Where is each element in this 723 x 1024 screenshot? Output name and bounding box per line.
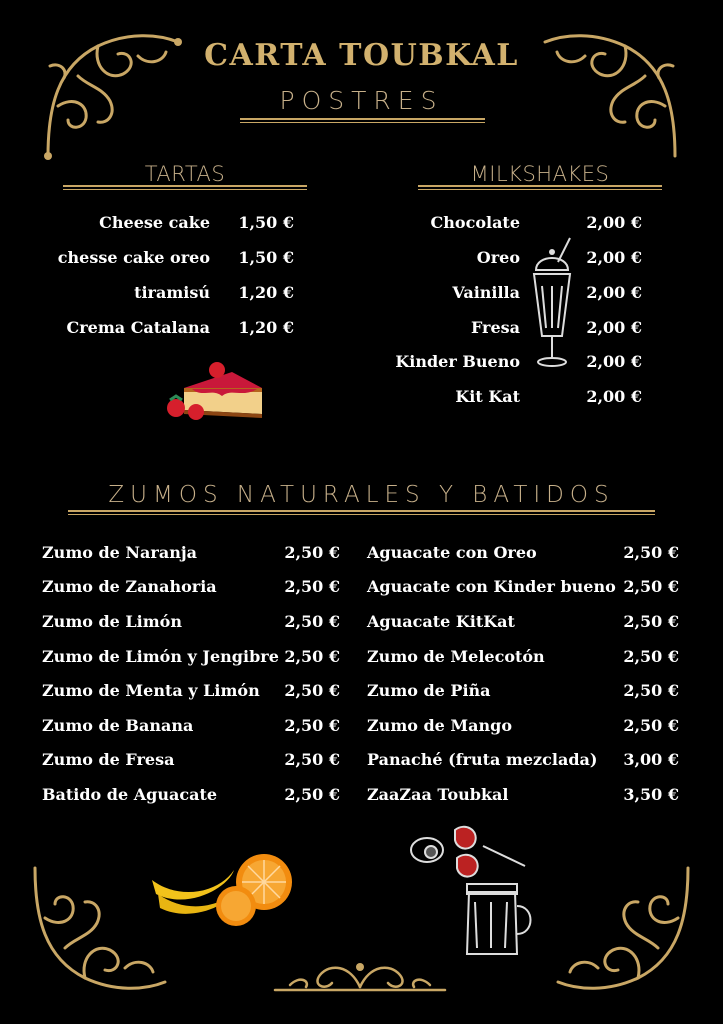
item-name: Kit Kat [455, 387, 520, 406]
item-name: Chocolate [430, 213, 520, 232]
menu-item [367, 543, 679, 562]
item-price: 2,50 € [623, 612, 679, 631]
menu-item [42, 716, 340, 735]
menu-item [367, 716, 679, 735]
menu-item [40, 283, 294, 302]
item-price: 2,00 € [586, 213, 642, 232]
item-price: 2,00 € [586, 318, 642, 337]
menu-item [42, 750, 340, 769]
item-name: Zumo de Naranja [42, 543, 197, 562]
item-price: 2,50 € [284, 785, 340, 804]
smoothie-jar-illustration [405, 822, 545, 957]
item-name: Zumo de Limón y Jengibre [42, 647, 279, 666]
item-price: 2,50 € [284, 750, 340, 769]
item-name: Aguacate con Kinder bueno [367, 577, 616, 596]
item-price: 1,20 € [238, 283, 294, 302]
item-name: Zumo de Fresa [42, 750, 175, 769]
item-price: 2,50 € [623, 577, 679, 596]
item-price: 2,50 € [623, 647, 679, 666]
menu-item [40, 248, 294, 267]
section-subtitle-postres: POSTRES [279, 86, 444, 115]
menu-item [390, 213, 642, 232]
item-name: Panaché (fruta mezclada) [367, 750, 598, 769]
item-price: 2,00 € [586, 248, 642, 267]
milkshakes-divider [418, 185, 662, 190]
menu-item [390, 352, 642, 371]
corner-ornament-bottom-right [548, 848, 698, 998]
zumos-heading: ZUMOS NATURALES Y BATIDOS [108, 482, 615, 508]
item-name: tiramisú [134, 283, 210, 302]
item-name: Kinder Bueno [395, 352, 520, 371]
menu-item [42, 647, 340, 666]
item-price: 2,50 € [284, 577, 340, 596]
item-name: Batido de Aguacate [42, 785, 218, 804]
menu-item [42, 577, 340, 596]
item-price: 3,50 € [623, 785, 679, 804]
item-name: Zumo de Zanahoria [42, 577, 217, 596]
zumos-divider [68, 510, 655, 515]
item-price: 3,00 € [623, 750, 679, 769]
item-price: 2,00 € [586, 283, 642, 302]
item-price: 2,50 € [284, 647, 340, 666]
item-name: Cheese cake [99, 213, 210, 232]
menu-item [367, 681, 679, 700]
item-name: Zumo de Melecotón [367, 647, 545, 666]
bottom-center-ornament [270, 955, 450, 1000]
item-name: Aguacate KitKat [367, 612, 515, 631]
item-price: 2,00 € [586, 387, 642, 406]
cheesecake-illustration [162, 358, 274, 424]
menu-item [42, 681, 340, 700]
menu-item [367, 577, 679, 596]
tartas-divider [63, 185, 307, 190]
menu-title: CARTA TOUBKAL [204, 38, 519, 73]
menu-item [390, 387, 642, 406]
menu-item [390, 318, 642, 337]
menu-item [390, 283, 642, 302]
subtitle-divider [240, 118, 485, 123]
item-name: chesse cake oreo [57, 248, 210, 267]
item-price: 1,50 € [238, 213, 294, 232]
tartas-heading: TARTAS [144, 162, 226, 186]
item-price: 1,50 € [238, 248, 294, 267]
item-price: 2,00 € [586, 352, 642, 371]
item-name: Zumo de Menta y Limón [42, 681, 260, 700]
item-name: Zumo de Mango [367, 716, 512, 735]
menu-item [42, 785, 340, 804]
menu-item [42, 612, 340, 631]
menu-item [367, 612, 679, 631]
item-name: Aguacate con Oreo [367, 543, 537, 562]
milkshakes-heading: MILKSHAKES [470, 162, 610, 186]
item-name: ZaaZaa Toubkal [367, 785, 509, 804]
item-price: 2,50 € [284, 681, 340, 700]
item-price: 2,50 € [284, 543, 340, 562]
menu-item [367, 647, 679, 666]
item-price: 2,50 € [284, 612, 340, 631]
item-name: Zumo de Banana [42, 716, 194, 735]
item-name: Crema Catalana [66, 318, 210, 337]
item-name: Zumo de Piña [367, 681, 491, 700]
menu-item [40, 318, 294, 337]
menu-item [40, 213, 294, 232]
item-price: 2,50 € [623, 681, 679, 700]
item-price: 2,50 € [623, 716, 679, 735]
item-name: Fresa [470, 318, 520, 337]
item-price: 2,50 € [284, 716, 340, 735]
menu-item [367, 785, 679, 804]
menu-item [367, 750, 679, 769]
item-name: Zumo de Limón [42, 612, 182, 631]
item-name: Oreo [476, 248, 520, 267]
menu-item [42, 543, 340, 562]
item-price: 2,50 € [623, 543, 679, 562]
item-price: 1,20 € [238, 318, 294, 337]
item-name: Vainilla [452, 283, 520, 302]
menu-item [390, 248, 642, 267]
fruit-illustration [148, 850, 293, 930]
milkshake-glass-illustration [528, 236, 576, 372]
